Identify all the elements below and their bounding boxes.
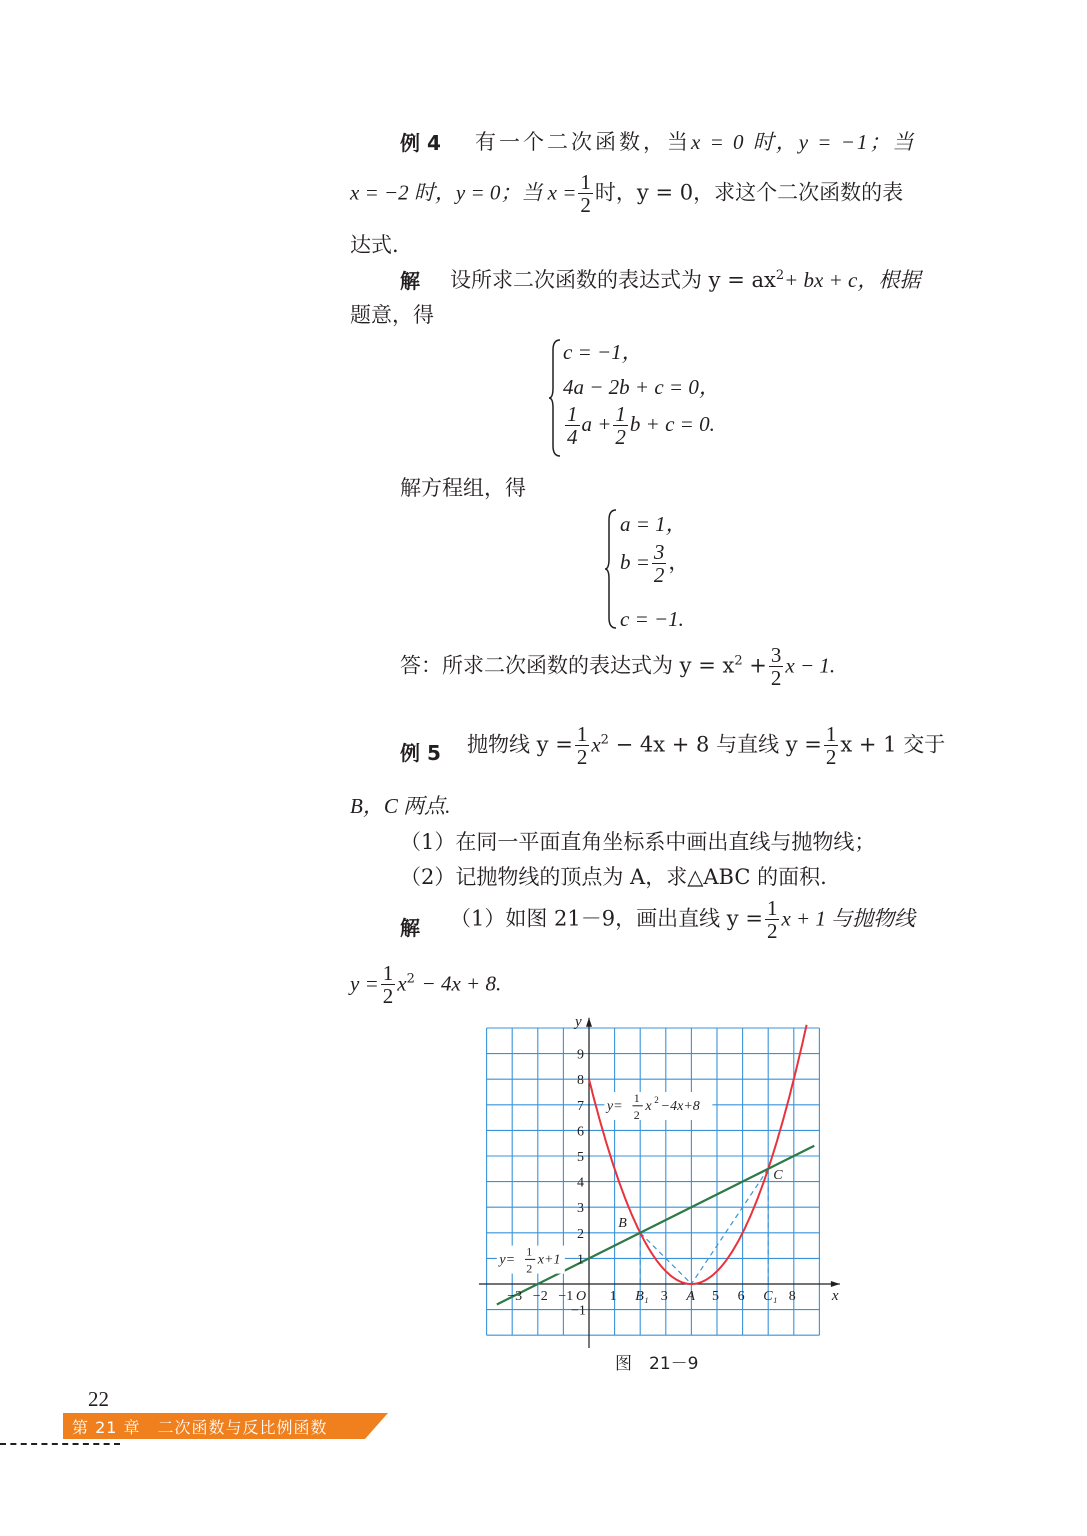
line-label-num: 1	[526, 1244, 533, 1259]
x-tick-label: −3	[507, 1289, 523, 1304]
parabola-label-x: x	[645, 1098, 652, 1114]
eq-2: 4a − 2b + c = 0，	[563, 375, 720, 399]
page-number: 22	[88, 1387, 109, 1411]
x-tick-label: 5	[712, 1289, 719, 1304]
parabola-label-rest: −4x+8	[660, 1098, 700, 1114]
parabola-label-num: 1	[633, 1090, 640, 1105]
left-brace-1	[548, 338, 562, 458]
y-tick-label: 1	[577, 1252, 584, 1268]
left-brace-2	[604, 508, 618, 630]
y-tick-label: 2	[577, 1226, 584, 1242]
sol4-line2: 题意，得	[350, 303, 434, 327]
y-tick-label: 6	[577, 1124, 584, 1140]
x-tick-label: 6	[737, 1289, 745, 1304]
y-tick-label: 5	[577, 1150, 584, 1165]
solution-4-label: 解	[400, 269, 420, 293]
y-tick-label: −1	[571, 1303, 586, 1319]
solve-text: 解方程组，得	[400, 476, 526, 500]
line-label-rest: x+1	[537, 1252, 561, 1268]
x-tick-label: A	[686, 1289, 695, 1304]
x-tick-label: 3	[660, 1289, 668, 1304]
answer-4: 答：所求二次函数的表达式为 $y = x^2$ + $\frac{3}{2}$ x − 1.	[400, 643, 836, 690]
ex5-question-1: （1）在同一平面直角坐标系中画出直线与抛物线；	[400, 830, 876, 854]
y-axis-arrow	[586, 1018, 592, 1027]
ex5-question-2: （2）记抛物线的顶点为 A，求△ABC 的面积.	[400, 865, 827, 889]
example-4-label: 例 4	[400, 131, 441, 155]
x-tick-label: C₁	[763, 1289, 778, 1304]
figure-21-9-graph	[470, 1005, 850, 1350]
parabola-label-y: y=	[606, 1098, 623, 1114]
sol-b: b = $\frac{3}{2}$ ，	[620, 540, 690, 587]
x-axis-label: x	[831, 1288, 839, 1304]
ex4-line2: x = −2 时，y = 0；当 x = $\frac{1}{2}$ 时，y = 0，求这个二次函数的表	[350, 170, 904, 217]
ex4-line1: 有一个二次函数，当x = 0 时，y = −1；当	[475, 130, 916, 154]
sol-a: a = 1，	[620, 512, 687, 536]
sol5-line2: y = $\frac{1}{2}$ $x^2 - 4x + 8$.	[350, 961, 502, 1008]
y-axis-label: y	[575, 1013, 582, 1030]
y-tick-label: 4	[577, 1175, 584, 1191]
sol4-line1: 设所求二次函数的表达式为 $y = ax^2+$ bx + c，根据	[450, 268, 921, 292]
y-tick-label: 3	[577, 1201, 584, 1217]
solution-5-label: 解	[400, 916, 420, 940]
x-tick-label: O	[576, 1289, 587, 1304]
sol5-line1: （1）如图 21－9，画出直线 y = $\frac{1}{2}$ x + 1 与抛物线	[450, 896, 916, 943]
parabola-label-den: 2	[633, 1107, 640, 1122]
chapter-title: 第 21 章 二次函数与反比例函数	[72, 1418, 328, 1437]
point-b-label: B	[618, 1215, 627, 1231]
eq-1: c = −1，	[563, 340, 643, 364]
x-axis-arrow	[831, 1281, 840, 1287]
x-tick-label: 8	[788, 1289, 796, 1304]
y-tick-label: 9	[577, 1047, 584, 1063]
parabola-curve	[589, 1025, 807, 1284]
dashed-guide	[691, 1169, 768, 1284]
line-label-den: 2	[526, 1261, 533, 1276]
ex5-line2: B，C 两点.	[350, 794, 451, 818]
line-label-y: y=	[499, 1252, 516, 1268]
x-tick-label: 1	[609, 1289, 617, 1304]
x-tick-label: −1	[558, 1289, 574, 1304]
line-graph	[497, 1146, 814, 1305]
ex4-line3: 达式.	[350, 233, 399, 257]
point-c-label: C	[773, 1167, 783, 1183]
parabola-label-sq: 2	[654, 1094, 659, 1105]
y-tick-label: 8	[577, 1073, 584, 1089]
ex5-line1: 抛物线 y = $\frac{1}{2}$ $x^2 - 4x + 8$ 与直线 y = $\frac{1}{2}$ x + 1 交于	[467, 722, 946, 769]
y-tick-label: 7	[577, 1098, 584, 1114]
example-5-label: 例 5	[400, 741, 441, 765]
x-tick-label: −2	[532, 1289, 548, 1304]
figure-caption: 图 21－9	[615, 1354, 699, 1374]
dotted-rule	[0, 1443, 120, 1445]
eq-3: $\frac{1}{4}$ a + $\frac{1}{2}$ b + c = 0.	[567, 402, 715, 449]
x-tick-label: B₁	[635, 1289, 649, 1304]
sol-c: c = −1.	[620, 607, 684, 631]
